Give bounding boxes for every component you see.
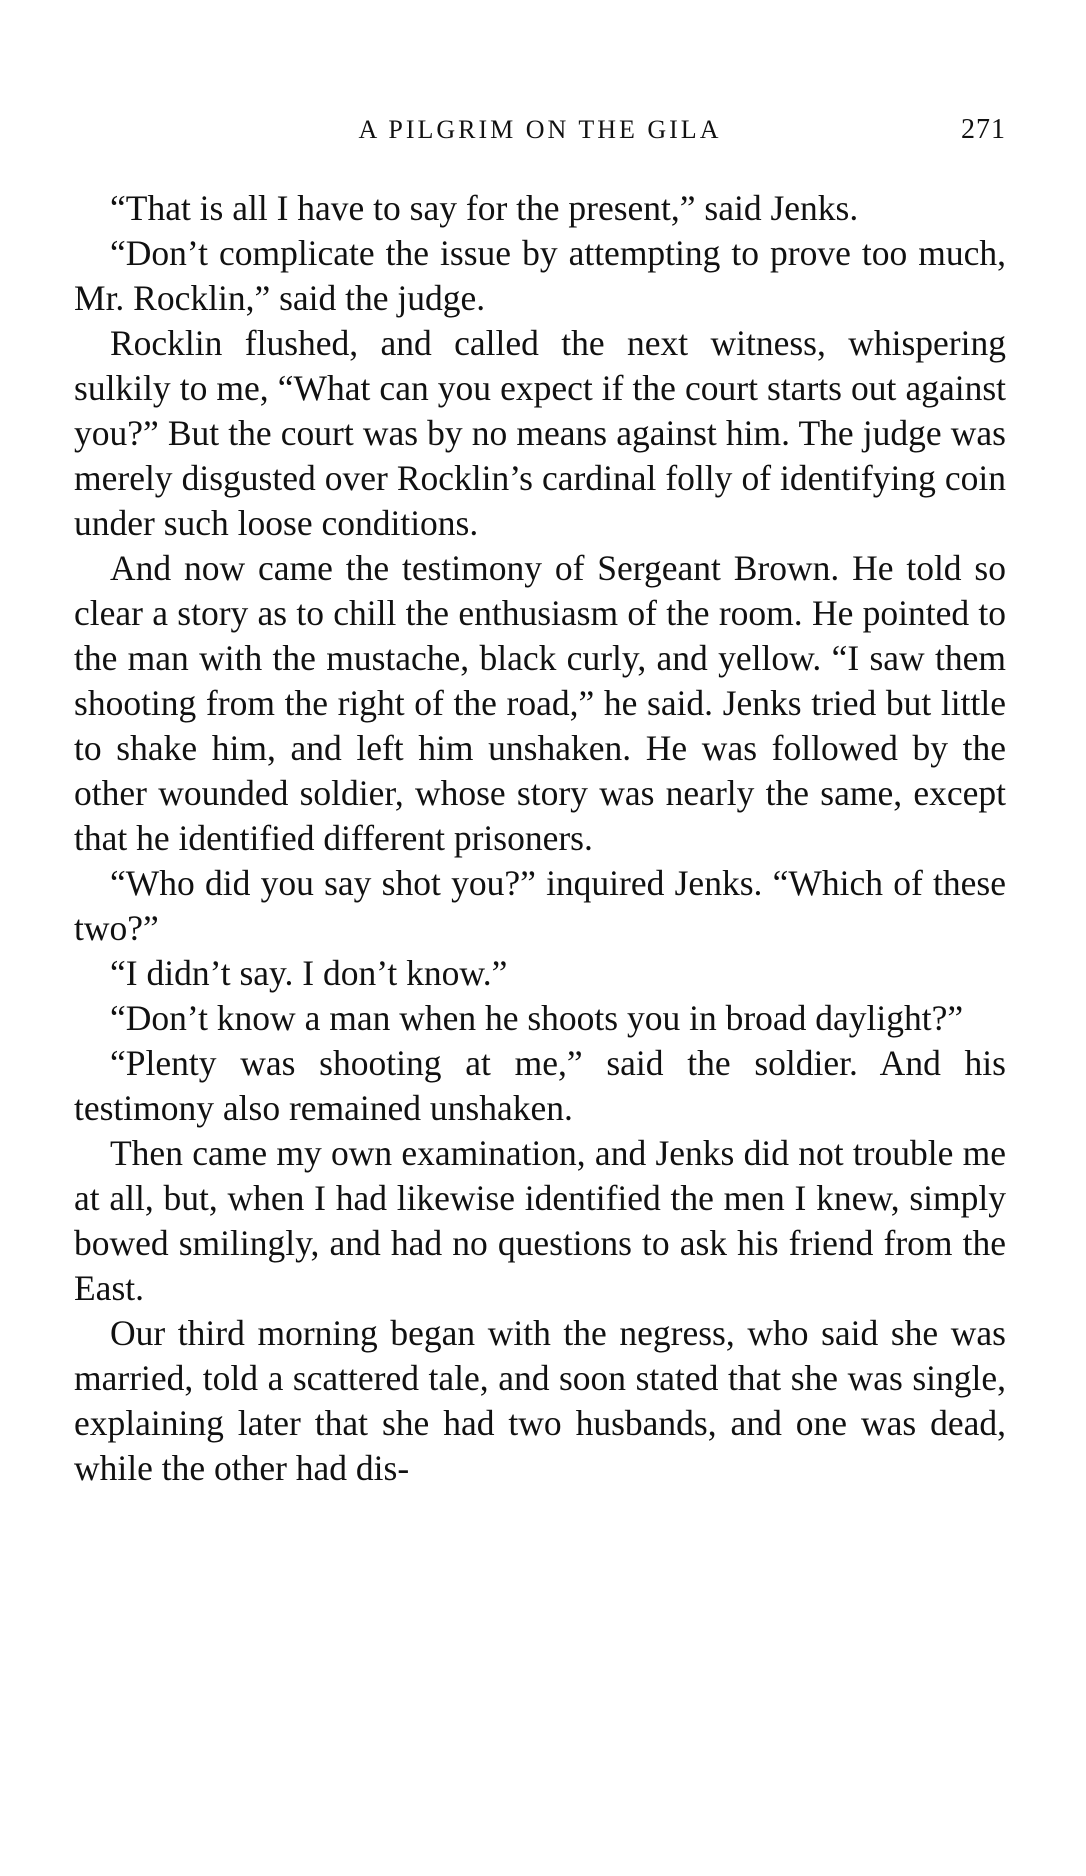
paragraph: And now came the testimony of Sergeant Brown. He told so clear a story as to chill the enthusiasm of the room. He pointed to the man with the mustache, black curly, and yellow. “I saw them shooting from the right of the road,” he said. Jenks tried but little to shake him, and left him unshaken. He was followed by the other wounded soldier, whose story was nearly the same, except that he identified different prisoners. — [74, 548, 1006, 858]
paragraph: Rocklin flushed, and called the next witness, whispering sulkily to me, “What can you expect if the court starts out against you?” But the court was by no means against him. The judge was merely disgusted over Rocklin’s cardinal folly of identifying coin under such loose conditions. — [74, 323, 1006, 543]
paragraph: “Plenty was shooting at me,” said the soldier. And his testimony also remained unshaken. — [74, 1043, 1006, 1128]
paragraph: Our third morning began with the negress, who said she was married, told a scattered tale, and soon stated that she was single, explaining later that she had two husbands, and one was dead, while the other had dis- — [74, 1313, 1006, 1488]
running-header — [74, 110, 1006, 150]
paragraph: “I didn’t say. I don’t know.” — [110, 953, 508, 993]
paragraph: “Who did you say shot you?” inquired Jenks. “Which of these two?” — [74, 863, 1006, 948]
body-text — [74, 186, 1006, 1491]
paragraph: “Don’t complicate the issue by attempting to prove too much, Mr. Rocklin,” said the judge. — [74, 233, 1006, 318]
paragraph: Then came my own examination, and Jenks did not trouble me at all, but, when I had likewise identified the men I knew, simply bowed smilingly, and had no questions to ask his friend from the East. — [74, 1133, 1006, 1308]
paragraph: “Don’t know a man when he shoots you in broad daylight?” — [110, 998, 964, 1038]
paragraph: “That is all I have to say for the present,” said Jenks. — [110, 188, 859, 228]
page-number: 271 — [961, 114, 1006, 145]
running-title: A PILGRIM ON THE GILA — [358, 115, 722, 144]
